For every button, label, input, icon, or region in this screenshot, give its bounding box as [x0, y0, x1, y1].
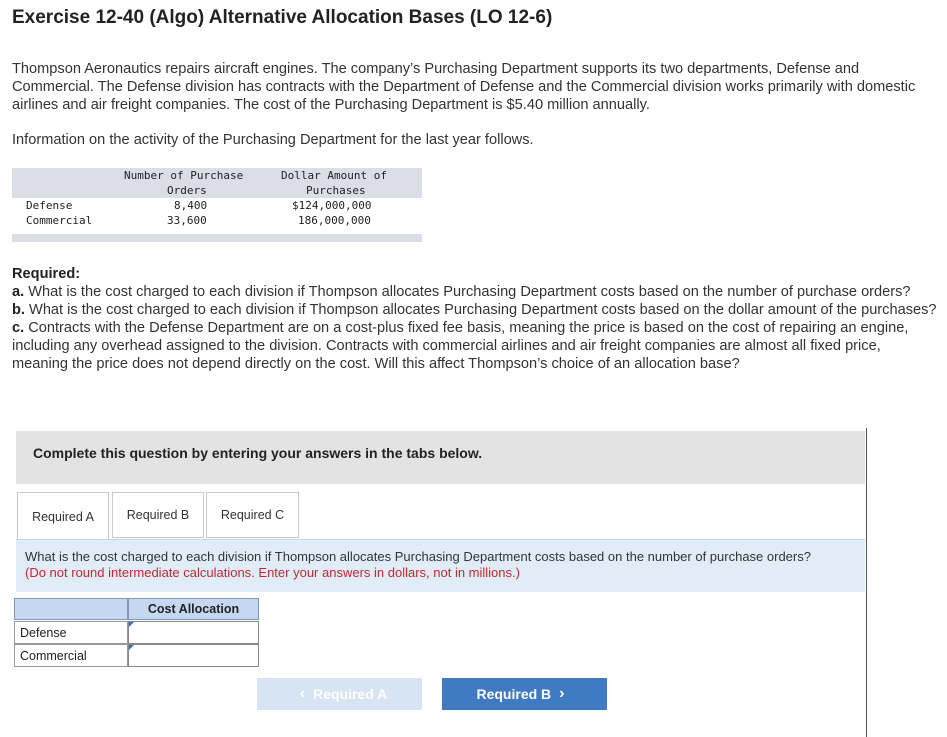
required-c-text: Contracts with the Defense Department are on a cost-plus fixed fee basis, meaning the price is based on the cost of repairing an engine, including any overhead assigned to the division. Contracts with commercial airlines and air freight companies are almost all fixed price, meaning the price does not depend directly on the cost. Will this affect Thompson’s choice of an allocation base?: [12, 320, 909, 372]
chevron-right-icon: ›: [559, 685, 565, 702]
col-header-dollars-line1: Dollar Amount of: [281, 169, 387, 182]
question-text: [25, 549, 825, 581]
tab-label: Required B: [126, 508, 190, 522]
required-a-text: What is the cost charged to each division if Thompson allocates Purchasing Department costs based on the number of purchase orders?: [24, 284, 911, 300]
col-header-orders-line2: Orders: [167, 184, 207, 197]
purchasing-data-table: [12, 168, 422, 242]
defense-allocation-field[interactable]: [129, 622, 258, 643]
required-c: [12, 319, 937, 373]
question-note: (Do not round intermediate calculations. Enter your answers in dollars, not in millions.): [25, 565, 520, 580]
info-paragraph: Information on the activity of the Purchasing Department for the last year follows.: [12, 132, 534, 148]
tab-required-c[interactable]: [206, 492, 299, 538]
commercial-allocation-field[interactable]: [129, 645, 258, 666]
tab-label: Required A: [32, 509, 94, 524]
defense-allocation-input[interactable]: [128, 621, 259, 644]
chevron-left-icon: ‹: [299, 685, 306, 702]
required-b-text: What is the cost charged to each division if Thompson allocates Purchasing Department costs based on the dollar amount of the purchases?: [24, 302, 937, 318]
col-header-dollars-line2: Purchases: [306, 184, 366, 197]
page-title: Exercise 12-40 (Algo) Alternative Allocation Bases (LO 12-6): [12, 7, 553, 28]
row-label-commercial: Commercial: [26, 214, 93, 227]
previous-button-label: Required A: [313, 686, 388, 702]
instructions-text: Complete this question by entering your answers in the tabs below.: [33, 445, 483, 461]
question-main: What is the cost charged to each division if Thompson allocates Purchasing Department costs based on the number of purchase orders?: [25, 549, 811, 564]
required-section: [12, 265, 937, 373]
commercial-allocation-input[interactable]: [128, 644, 259, 667]
commercial-orders: 33,600: [167, 214, 207, 227]
alloc-header-label: Cost Allocation: [147, 602, 240, 616]
alloc-header-blank: [14, 598, 128, 620]
alloc-row-label-defense: Defense: [14, 621, 128, 644]
panel-right-border: [866, 428, 867, 737]
next-button[interactable]: [442, 678, 607, 710]
next-button-label: Required B: [476, 686, 552, 702]
tab-label: Required C: [220, 508, 285, 522]
commercial-dollars: 186,000,000: [298, 214, 371, 227]
intro-paragraph: Thompson Aeronautics repairs aircraft engines. The company’s Purchasing Department supports its two departments, Defense and Commercial. The Defense division has contracts with the Department of Defense and the Commercial division works primarily with domestic airlines and air freight companies. The cost of the Purchasing Department is $5.40 million annually.: [12, 61, 916, 113]
defense-dollars: $124,000,000: [292, 199, 372, 212]
required-c-label: c.: [12, 320, 25, 336]
required-a: [12, 283, 937, 301]
table-footer-bar: [12, 234, 422, 242]
tab-required-b[interactable]: [112, 492, 204, 538]
required-b-label: b.: [12, 302, 25, 318]
defense-orders: 8,400: [174, 199, 208, 212]
required-b: [12, 301, 937, 319]
row-label-defense: Defense: [26, 199, 73, 212]
tab-required-a[interactable]: [17, 492, 109, 540]
previous-button[interactable]: [257, 678, 422, 710]
required-heading: Required:: [12, 266, 81, 282]
alloc-row-label-commercial: Commercial: [14, 644, 128, 667]
col-header-orders-line1: Number of Purchase: [124, 169, 244, 182]
required-a-label: a.: [12, 284, 25, 300]
